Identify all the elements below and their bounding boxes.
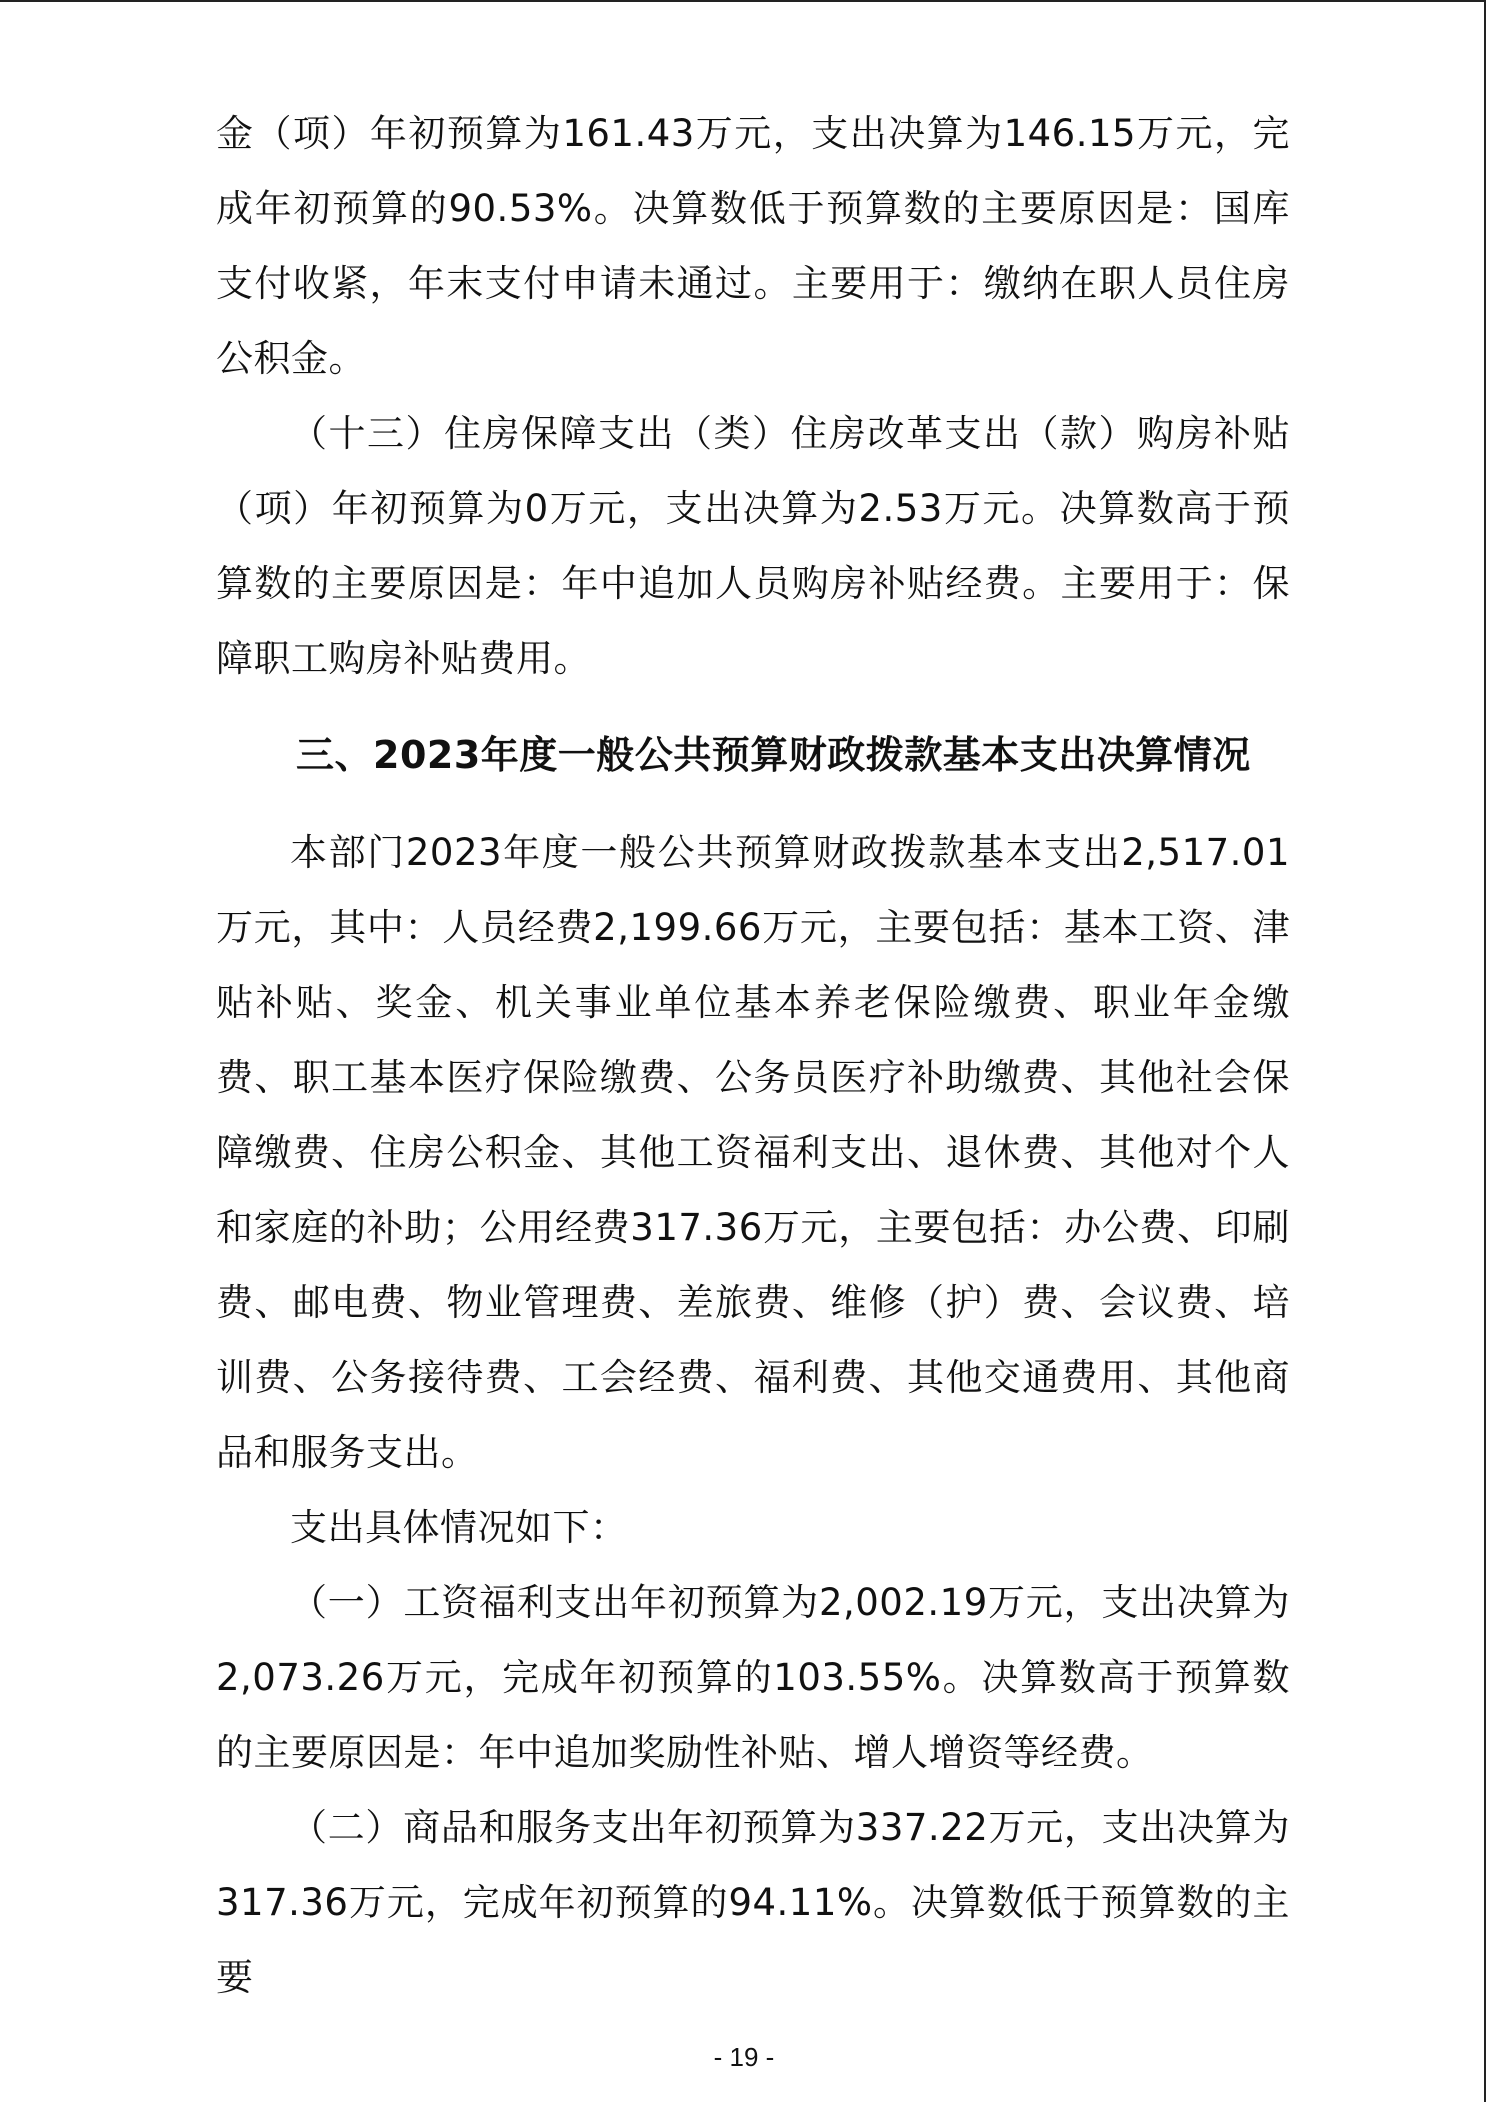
- document-body: [216, 96, 1290, 2015]
- paragraph-housing-subsidy: （十三）住房保障支出（类）住房改革支出（款）购房补贴（项）年初预算为0万元，支出决算为2.53万元。决算数高于预算数的主要原因是：年中追加人员购房补贴经费。主要用于：保障职工购房补贴费用。: [216, 412, 1290, 680]
- paragraph-goods-services: （二）商品和服务支出年初预算为337.22万元，支出决算为317.36万元，完成年初预算的94.11%。决算数低于预算数的主要: [216, 1806, 1290, 1999]
- section-heading: 三、2023年度一般公共预算财政拨款基本支出决算情况: [296, 733, 1251, 777]
- page-number: - 19 -: [713, 2042, 775, 2072]
- paragraph-basic-expenditure: 本部门2023年度一般公共预算财政拨款基本支出2,517.01万元，其中：人员经费2,199.66万元，主要包括：基本工资、津贴补贴、奖金、机关事业单位基本养老保险缴费、职业年金缴费、职工基本医疗保险缴费、公务员医疗补助缴费、其他社会保障缴费、住房公积金、其他工资福利支出、退休费、其他对个人和家庭的补助；公用经费317.36万元，主要包括：办公费、印刷费、邮电费、物业管理费、差旅费、维修（护）费、会议费、培训费、公务接待费、工会经费、福利费、其他交通费用、其他商品和服务支出。: [216, 831, 1290, 1474]
- paragraph-housing-fund-continued: 金（项）年初预算为161.43万元，支出决算为146.15万元，完成年初预算的90.53%。决算数低于预算数的主要原因是：国库支付收紧，年末支付申请未通过。主要用于：缴纳在职人员住房公积金。: [216, 112, 1290, 380]
- paragraph-wage-welfare: （一）工资福利支出年初预算为2,002.19万元，支出决算为2,073.26万元，完成年初预算的103.55%。决算数高于预算数的主要原因是：年中追加奖励性补贴、增人增资等经费。: [216, 1581, 1290, 1774]
- paragraph-details-intro: 支出具体情况如下：: [290, 1506, 628, 1549]
